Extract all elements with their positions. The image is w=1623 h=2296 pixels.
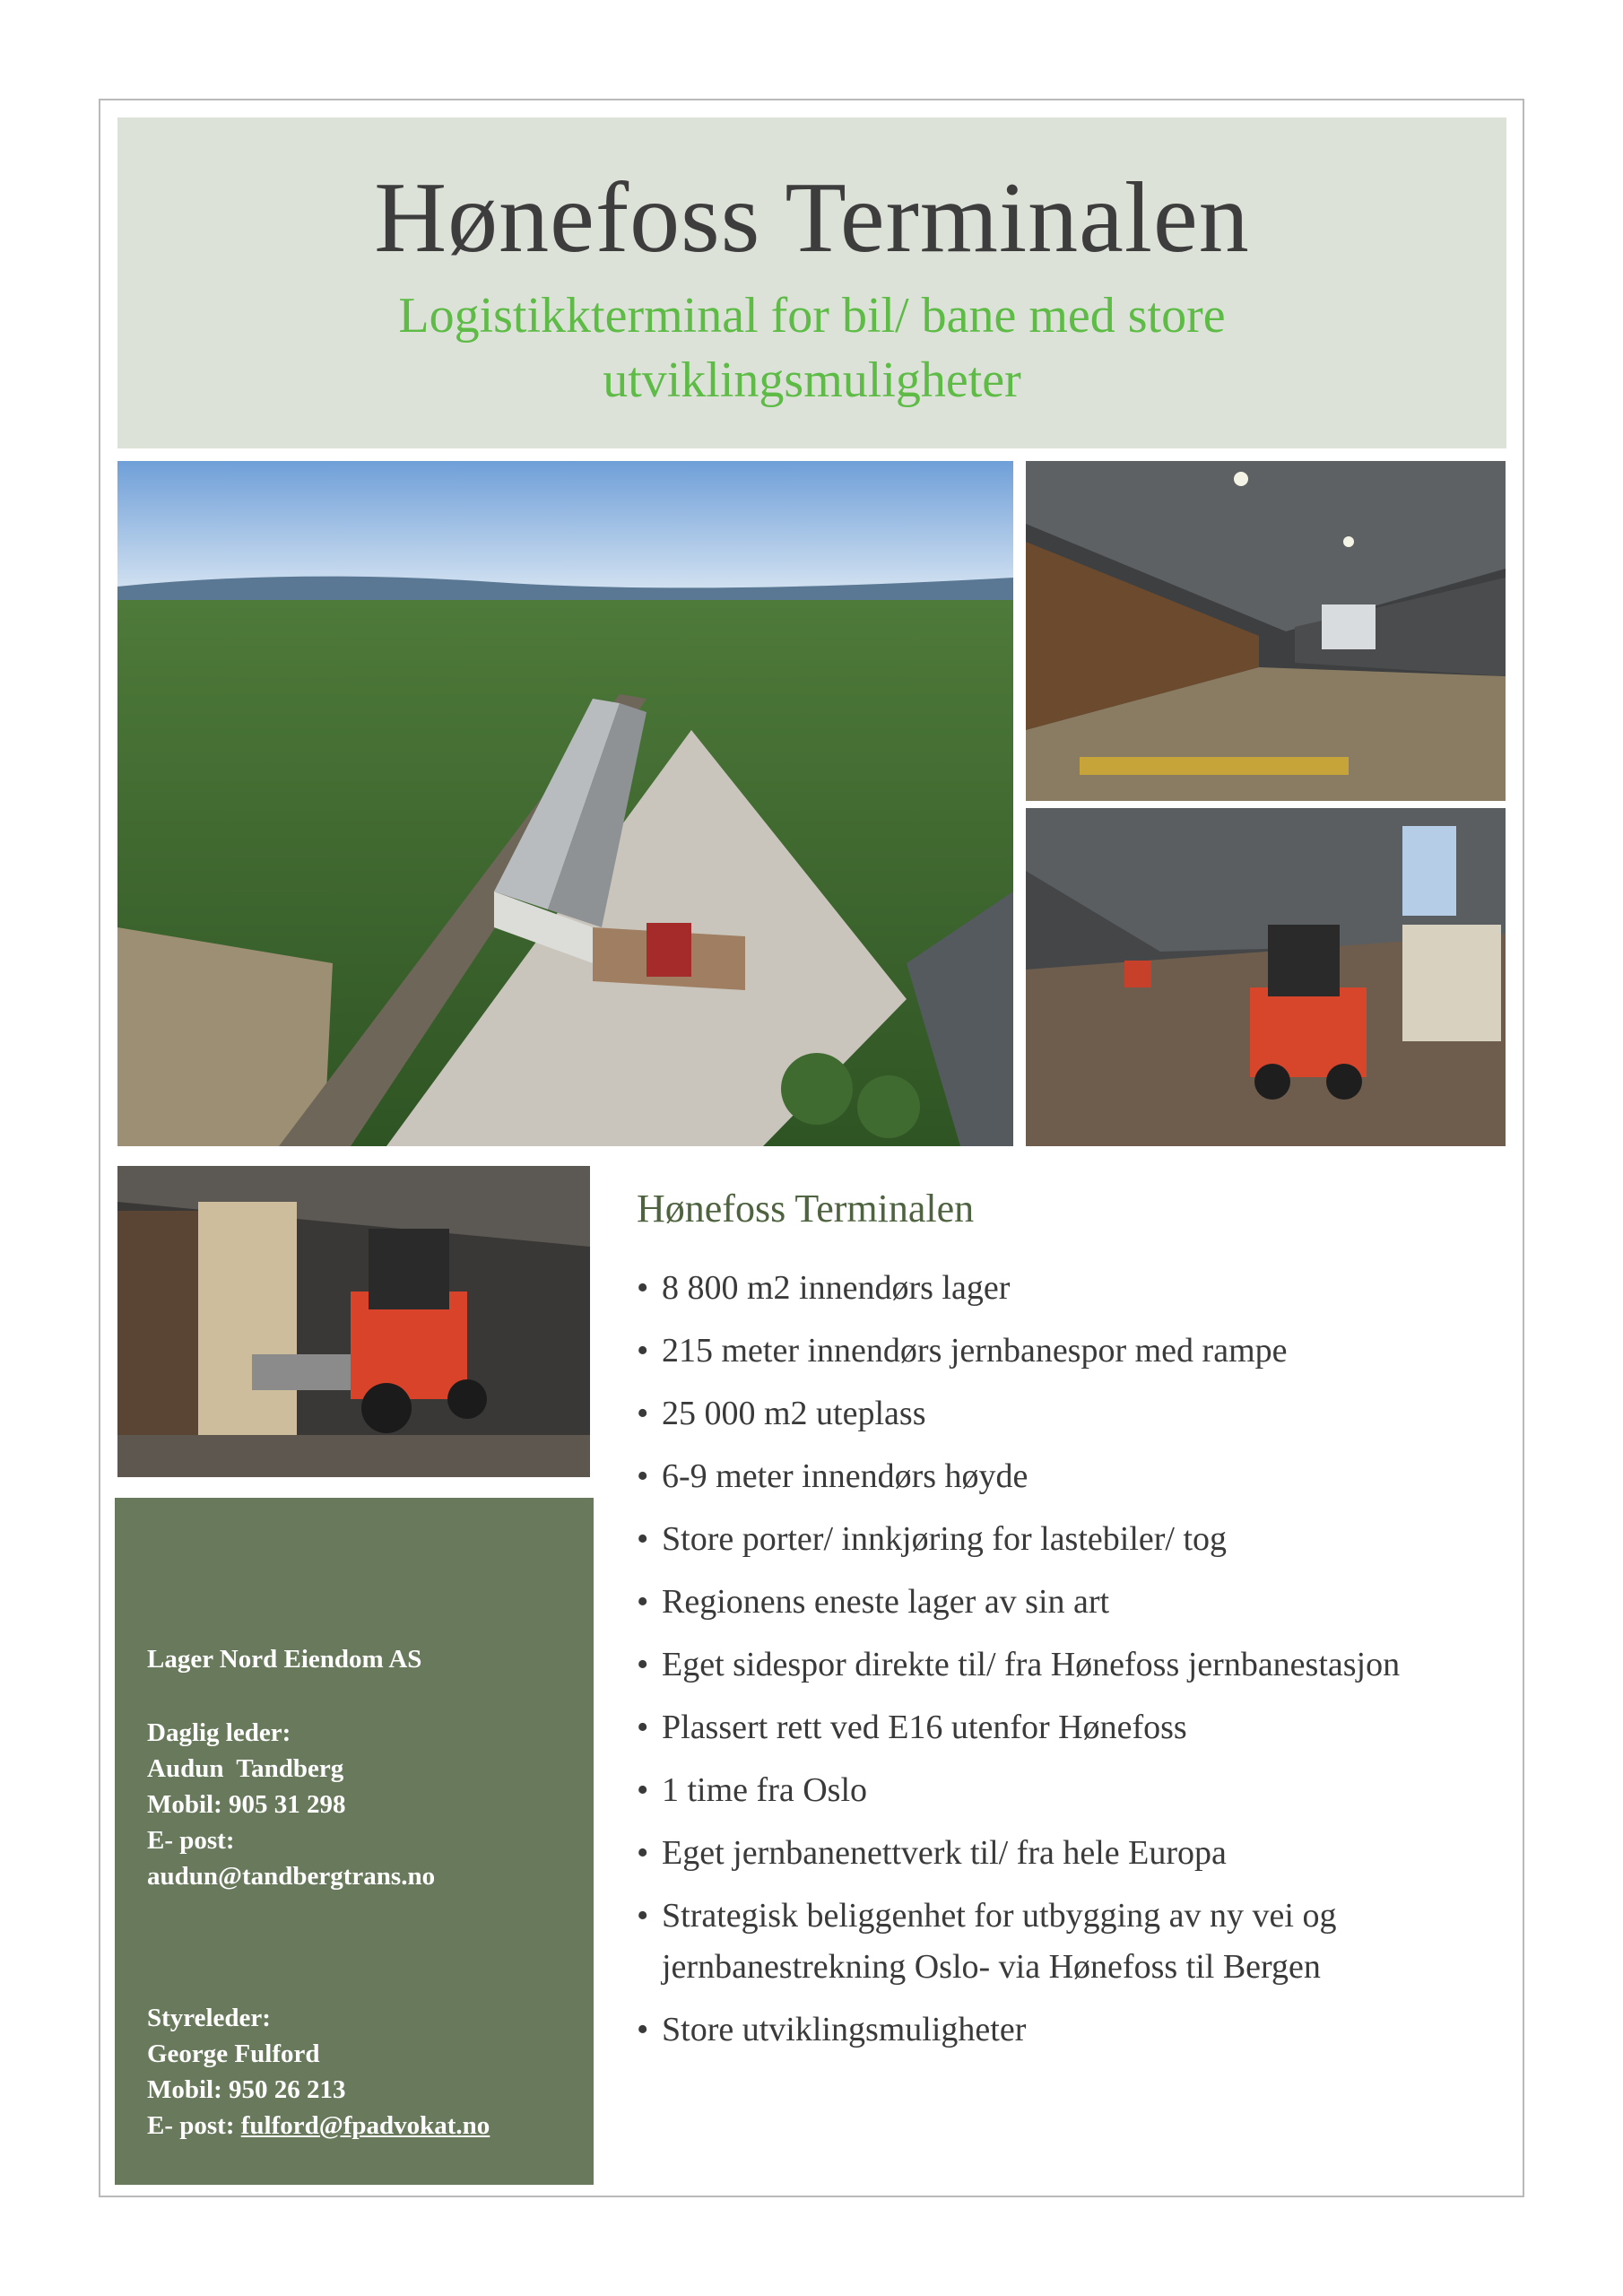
manager-email-label: E- post: (147, 1826, 235, 1855)
info-section (637, 1182, 1515, 2067)
manager-email: audun@tandbergtrans.no (147, 1862, 436, 1891)
list-item: • Strategisk beliggenhet for utbygging av ny vei og jernbanestrekning Oslo- via Hønefoss til Bergen (637, 1897, 1337, 1986)
contact-box (115, 1498, 594, 2185)
list-item: • 1 time fra Oslo (637, 1771, 868, 1809)
page-title: Hønefoss Terminalen (374, 162, 1250, 274)
chair-email-label: E- post: (147, 2111, 241, 2140)
subtitle-line-1: Logistikkterminal for bil/ bane med store (398, 288, 1226, 344)
list-item: • 8 800 m2 innendørs lager (637, 1269, 1011, 1307)
manager-name: Audun Tandberg (147, 1754, 344, 1783)
list-item: • 25 000 m2 uteplass (637, 1395, 926, 1432)
feature-list (637, 1263, 1515, 2056)
manager-role: Daglig leder: (147, 1718, 291, 1747)
contact-details (147, 1641, 490, 2144)
chair-role: Styreleder: (147, 2004, 271, 2032)
chair-email-line (147, 2108, 490, 2144)
company-name: Lager Nord Eiendom AS (147, 1645, 422, 1674)
list-item: • Plassert rett ved E16 utenfor Hønefoss (637, 1709, 1187, 1746)
forklift-bales-photo (117, 1166, 590, 1477)
chair-email-link[interactable]: fulford@fpadvokat.no (240, 2111, 490, 2140)
aerial-terminal-photo (117, 461, 1013, 1146)
list-item: • Eget sidespor direkte til/ fra Hønefoss jernbanestasjon (637, 1646, 1401, 1683)
subtitle-line-2: utviklingsmuligheter (603, 352, 1021, 408)
list-item: • Store utviklingsmuligheter (637, 2011, 1027, 2048)
list-item: • 6-9 meter innendørs høyde (637, 1457, 1028, 1495)
info-title: Hønefoss Terminalen (637, 1187, 975, 1231)
list-item: • Regionens eneste lager av sin art (637, 1583, 1110, 1621)
list-item: • Eget jernbanenettverk til/ fra hele Europa (637, 1834, 1227, 1872)
chair-name: George Fulford (147, 2039, 320, 2068)
manager-phone: Mobil: 905 31 298 (147, 1790, 346, 1819)
warehouse-forklift-photo (1026, 808, 1506, 1146)
warehouse-rail-photo (1026, 461, 1506, 801)
chair-phone: Mobil: 950 26 213 (147, 2075, 346, 2104)
page-subtitle (117, 283, 1506, 413)
list-item: • 215 meter innendørs jernbanespor med rampe (637, 1332, 1288, 1370)
header-banner (117, 117, 1506, 448)
list-item: • Store porter/ innkjøring for lastebiler/ tog (637, 1520, 1228, 1558)
